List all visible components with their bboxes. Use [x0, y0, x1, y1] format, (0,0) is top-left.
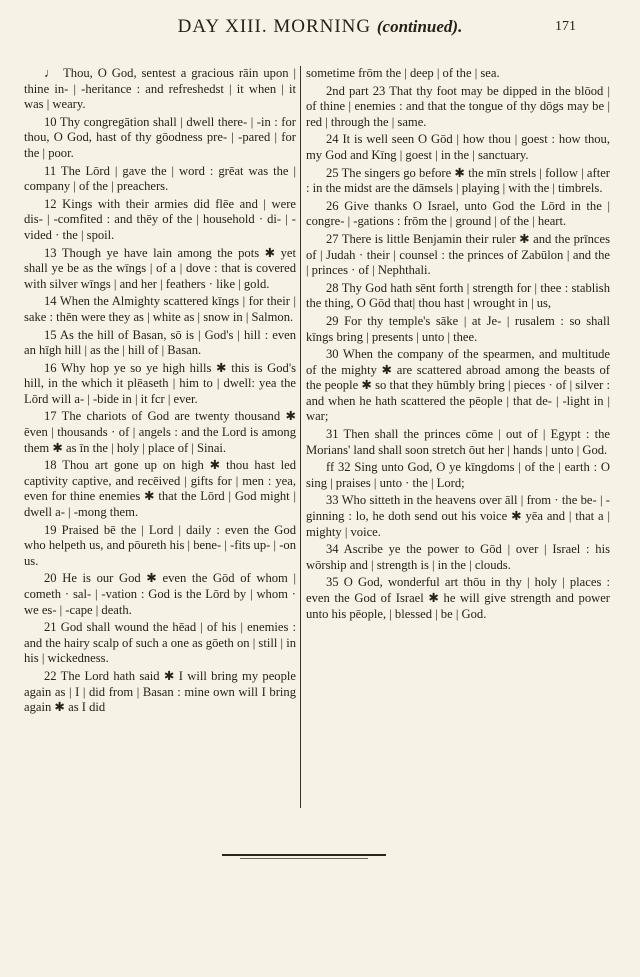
verse-27: 27 There is little Benjamin their ruler ✱ and the prīnces of | Judah · their | counsel : the princes of Zabūlon | and the | princes · of | Nephthali. [306, 231, 610, 278]
verse-12: 12 Kings with their armies did flēe and | were dis- | -comfited : and thēy of the | household · di- | -vided · the | spoil. [24, 196, 296, 242]
verse-26: 26 Give thanks O Israel, unto God the Lōrd in the | congre- | -gations : frōm the | ground | of the | heart. [306, 198, 610, 229]
title-continued: (continued). [376, 17, 463, 36]
verse-30: 30 When the company of the spearmen, and multitude of the mighty ✱ are scattered abroad among the beasts of the people ✱ so that they hūmbly bring | pieces · of | silver : and when he hath scattered the pēople | that de- | -light in | war; [306, 347, 610, 424]
verse-28: 28 Thy God hath sēnt forth | strength for | thee : stablish the thing, O Gōd that| thou hast | wrought in | us, [306, 280, 610, 311]
footer-rule-thin [240, 858, 368, 859]
verse-22-continued: sometime frōm the | deep | of the | sea. [306, 66, 500, 80]
footer-rule [222, 854, 386, 856]
verse-11: 11 The Lōrd | gave the | word : grēat was the | company | of the | preachers. [24, 163, 296, 194]
verse-32: ff 32 Sing unto God, O ye kīngdoms | of the | earth : O sing | praises | unto · the | Lord; [306, 460, 610, 490]
verse-10: 10 Thy congregātion shall | dwell there- | -in : for thou, O God, hast of thy gōodness pre- | -pared | for the | poor. [24, 114, 296, 160]
verse-19: 19 Praised bē the | Lord | daily : even the God who helpeth us, and pōureth his | bene- | -fits up- | -on us. [24, 522, 296, 568]
right-column [306, 66, 610, 624]
verse-13: 13 Though ye have lain among the pots ✱ yet shall ye be as the wīngs | of a | dove : that is covered with silver wīngs | and her | feathers · like | gold. [24, 245, 296, 291]
verse-25: 25 The singers go before ✱ the mīn strels | follow | after : in the midst are the dāmsels | playing | with the | timbrels. [306, 165, 610, 196]
verse-35: 35 O God, wonderful art thōu in thy | holy | places : even the God of Israel ✱ he will give strength and power unto his pēople, | blessed | be | God. [306, 575, 610, 621]
verse-17: 17 The chariots of God are twenty thousand ✱ ēven | thousands · of | angels : and the Lord is among them ✱ as īn the | holy | place of | Sinai. [24, 409, 296, 455]
verse-16: 16 Why hop ye so ye high hills ✱ this is God's hill, in the which it plēaseth | him to | dwell: yea the Lōrd will a- | -bide in | it fcr | ever. [24, 360, 296, 406]
left-column [24, 66, 296, 718]
verse-31: 31 Then shall the princes cōme | out of | Egypt : the Morians' land shall soon stretch ōut her | hands | unto | God. [306, 427, 610, 457]
verse-9: ♩ Thou, O God, sentest a gracious rāin upon | thine in- | -heritance : and refreshedst | it when | it was | weary. [24, 66, 296, 112]
column-divider [300, 66, 301, 808]
page-header [0, 16, 640, 42]
verse-33: 33 Who sitteth in the heavens over āll | from · the be- | -ginning : lo, he doth send out his voice ✱ yēa and | that a | mighty | voice. [306, 493, 610, 539]
verse-18: 18 Thou art gone up on high ✱ thou hast led captivity captive, and recēived | gifts for | men : yea, even for thine enemies ✱ that the Lōrd | God might | dwell a- | -mong them. [24, 458, 296, 520]
verse-34: 34 Ascribe ye the power to Gōd | over | Israel : his wōrship and | strength is | in the | clouds. [306, 542, 610, 572]
verse-15: 15 As the hill of Basan, sō is | God's | hill : even an hīgh hill | as the | hill of | Basan. [24, 327, 296, 358]
verse-21: 21 God shall wound the hēad | of his | enemies : and the hairy scalp of such a one as gōeth on | still | in his | wickedness. [24, 620, 296, 666]
verse-20: 20 He is our God ✱ even the Gōd of whom | cometh · sal- | -vation : God is the Lōrd by | whom · we es- | -cape | death. [24, 571, 296, 617]
page-title [0, 16, 640, 38]
page-number: 171 [555, 19, 576, 34]
verse-14: 14 When the Almighty scattered kīngs | for their | sake : thēn were they as | white as | snow in | Salmon. [24, 294, 296, 324]
verse-24: 24 It is well seen O Gōd | how thou | goest : how thou, my God and Kīng | goest | in the | sanctuary. [306, 132, 610, 162]
verse-29: 29 For thy temple's sāke | at Je- | rusalem : so shall kīngs bring | presents | unto | thee. [306, 313, 610, 344]
verse-23: 2nd part 23 That thy foot may be dipped in the blōod | of thine | enemies : and that the tongue of thy dōgs may be | red | through the | same. [306, 83, 610, 129]
title-main: DAY XIII. MORNING [177, 16, 372, 37]
verse-22: 22 The Lord hath said ✱ I will bring my people again as | I | did from | Basan : mine own will I bring again ✱ as I did [24, 668, 296, 715]
